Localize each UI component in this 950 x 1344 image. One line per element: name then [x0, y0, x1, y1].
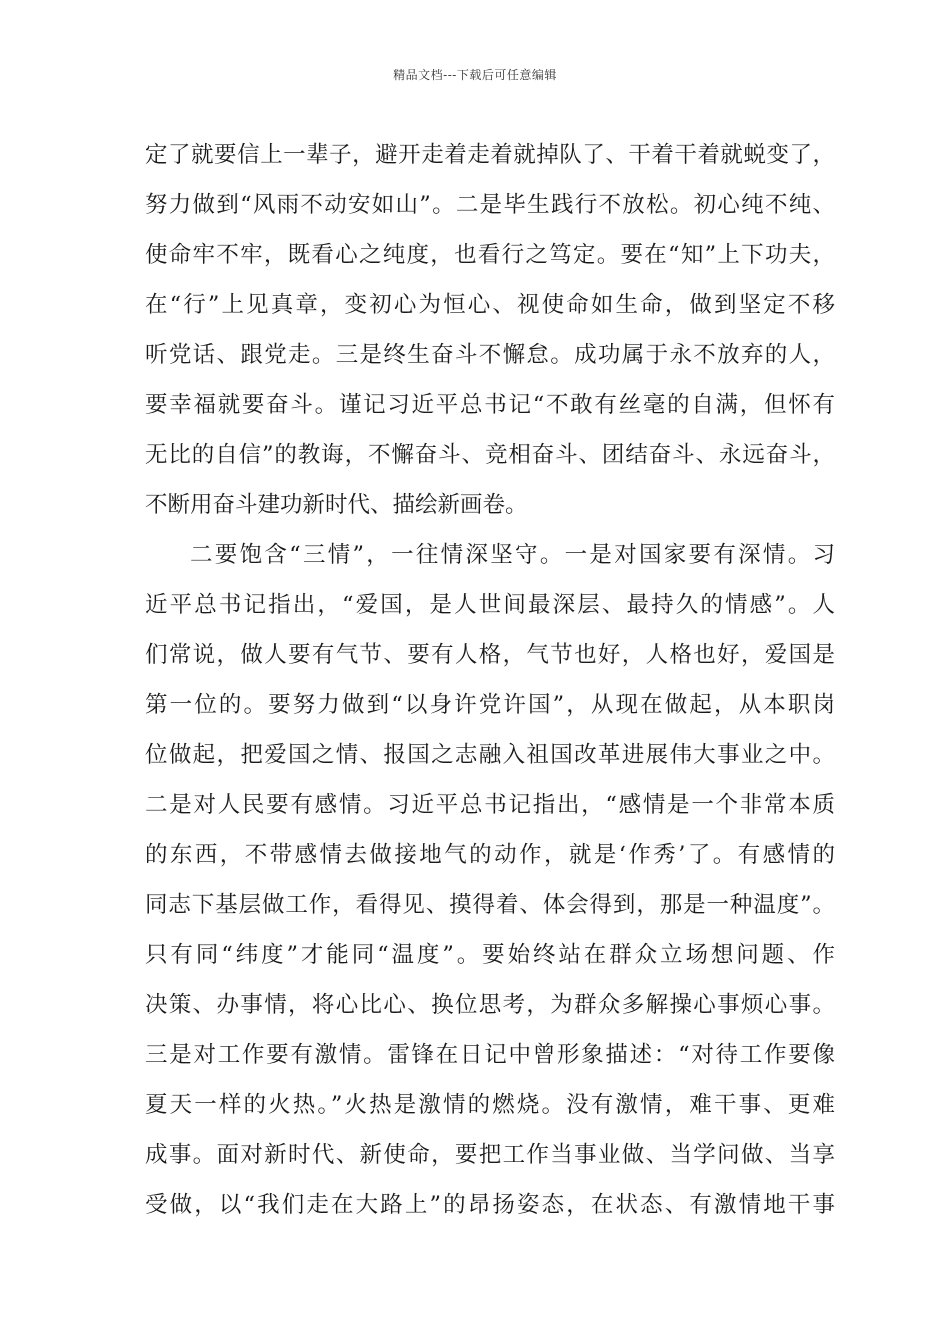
text-line: 位做起，把爱国之情、报国之志融入祖国改革进展伟大事业之中。	[145, 742, 835, 768]
text-line: 受做，以“我们走在大路上”的昂扬姿态，在状态、有激情地干事	[145, 1192, 835, 1218]
text-line: 三是对工作要有激情。雷锋在日记中曾形象描述：“对待工作要像	[145, 1042, 835, 1068]
text-line: 只有同“纬度”才能同“温度”。要始终站在群众立场想问题、作	[145, 942, 835, 968]
text-line-paragraph-end: 不断用奋斗建功新时代、描绘新画卷。	[145, 492, 528, 518]
text-line: 们常说，做人要有气节、要有人格，气节也好，人格也好，爱国是	[145, 642, 835, 668]
text-line: 听党话、跟党走。三是终生奋斗不懈怠。成功属于永不放弃的人，	[145, 342, 835, 368]
text-line: 使命牢不牢，既看心之纯度，也看行之笃定。要在“知”上下功夫，	[145, 242, 835, 268]
text-line-paragraph-start: 二要饱含“三情”，一往情深坚守。一是对国家要有深情。习	[190, 542, 835, 568]
body-text	[145, 130, 835, 1230]
text-line: 无比的自信”的教诲，不懈奋斗、竞相奋斗、团结奋斗、永远奋斗，	[145, 442, 835, 468]
text-line: 的东西，不带感情去做接地气的动作，就是‘作秀’了。有感情的	[145, 842, 835, 868]
text-line: 近平总书记指出，“爱国，是人世间最深层、最持久的情感”。人	[145, 592, 835, 618]
text-line: 决策、办事情，将心比心、换位思考，为群众多解操心事烦心事。	[145, 992, 835, 1018]
text-line: 第一位的。要努力做到“以身许党许国”，从现在做起，从本职岗	[145, 692, 835, 718]
text-line: 努力做到“风雨不动安如山”。二是毕生践行不放松。初心纯不纯、	[145, 192, 835, 218]
text-line: 夏天一样的火热。”火热是激情的燃烧。没有激情，难干事、更难	[145, 1092, 835, 1118]
text-line: 同志下基层做工作，看得见、摸得着、体会得到，那是一种温度”。	[145, 892, 835, 918]
text-line: 定了就要信上一辈子，避开走着走着就掉队了、干着干着就蜕变了，	[145, 142, 835, 168]
text-line: 要幸福就要奋斗。谨记习近平总书记“不敢有丝毫的自满，但怀有	[145, 392, 835, 418]
text-line: 在“行”上见真章，变初心为恒心、视使命如生命，做到坚定不移	[145, 292, 835, 318]
text-line: 成事。面对新时代、新使命，要把工作当事业做、当学问做、当享	[145, 1142, 835, 1168]
page-header: 精品文档---下载后可任意编辑	[393, 68, 557, 82]
text-line: 二是对人民要有感情。习近平总书记指出，“感情是一个非常本质	[145, 792, 835, 818]
